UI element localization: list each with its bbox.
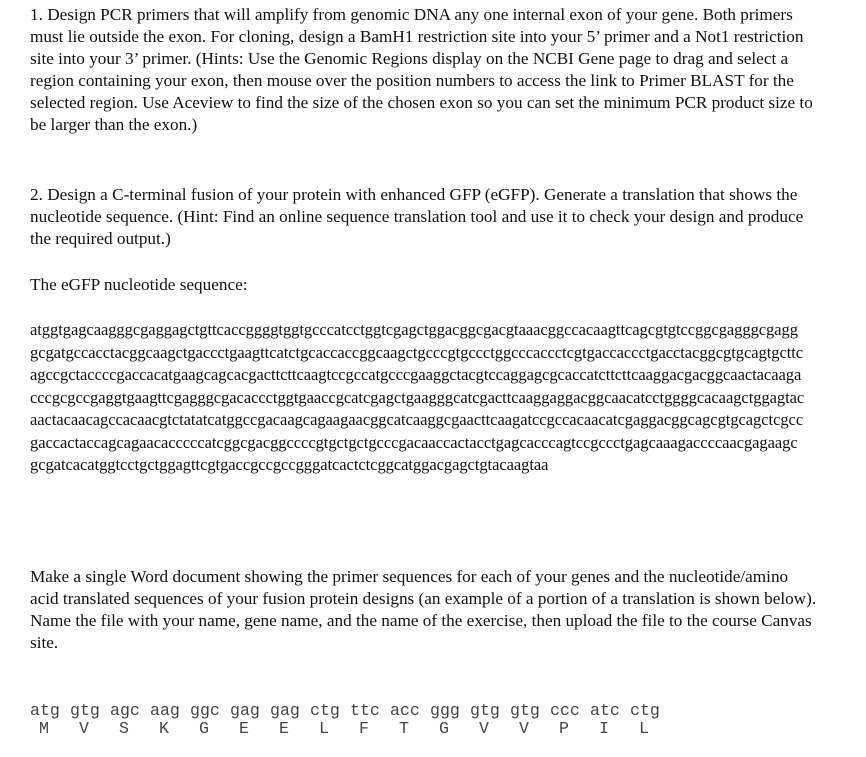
amino-acid-spacer [254, 720, 274, 738]
amino-acid-spacer [374, 720, 394, 738]
amino-acid: V [519, 719, 529, 738]
amino-acid-spacer [334, 720, 354, 738]
sequence-heading: The eGFP nucleotide sequence: [30, 275, 248, 294]
codon: atg [30, 701, 60, 720]
codon: atc [590, 701, 620, 720]
codon: ggg [430, 701, 460, 720]
amino-acid-spacer [614, 720, 634, 738]
amino-acid-spacer [294, 720, 314, 738]
codon: ttc [350, 701, 380, 720]
amino-acid: P [559, 719, 569, 738]
amino-acid-spacer [134, 720, 154, 738]
amino-acid-spacer [534, 720, 554, 738]
question-2: 2. Design a C-terminal fusion of your protein with enhanced GFP (eGFP). Generate a translation that shows the nucleotide sequence. (Hint: Find an online sequence translation tool and use it to check your design and produce the required output.) [30, 185, 804, 248]
codon: agc [110, 701, 140, 720]
question-1: 1. Design PCR primers that will amplify from genomic DNA any one internal exon of your gene. Both primers must lie outside the exon. For cloning, design a BamH1 restriction site into your 5’ primer and a Not1 restriction site into your 3’ primer. (Hints: Use the Genomic Regions display on the NCBI Gene page to drag and select a region containing your exon, then mouse over the position numbers to access the link to Primer BLAST for the selected region. Use Aceview to find the size of the chosen exon so you can set the minimum PCR product size to be larger than the exon.) [30, 5, 813, 134]
amino-acid-spacer [494, 720, 514, 738]
amino-acid: F [359, 719, 369, 738]
codon: ccc [550, 701, 580, 720]
codon: ctg [630, 701, 660, 720]
amino-acid: T [399, 719, 409, 738]
codon-row [30, 702, 670, 720]
amino-acid: L [639, 719, 649, 738]
amino-acid: M [39, 719, 49, 738]
codon: gag [230, 701, 260, 720]
amino-acid-spacer [574, 720, 594, 738]
amino-acid: V [479, 719, 489, 738]
codon: acc [390, 701, 420, 720]
amino-acid: E [279, 719, 289, 738]
amino-acid: G [439, 719, 449, 738]
codon: gtg [70, 701, 100, 720]
amino-acid-spacer [214, 720, 234, 738]
codon: ctg [310, 701, 340, 720]
codon: gtg [510, 701, 540, 720]
amino-acid: L [319, 719, 329, 738]
amino-acid: K [159, 719, 169, 738]
amino-acid-spacer [454, 720, 474, 738]
codon: ggc [190, 701, 220, 720]
amino-acid-spacer [174, 720, 194, 738]
codon: gag [270, 701, 300, 720]
amino-acid: E [239, 719, 249, 738]
translation-example [30, 702, 670, 738]
amino-acid-spacer [414, 720, 434, 738]
amino-acid: I [599, 719, 609, 738]
amino-acid-row [30, 720, 670, 738]
codon: gtg [470, 701, 500, 720]
codon: aag [150, 701, 180, 720]
amino-acid: V [79, 719, 89, 738]
instructions: Make a single Word document showing the primer sequences for each of your genes and the nucleotide/amino acid translated sequences of your fusion protein designs (an example of a portion of a translation is shown below). Name the file with your name, gene name, and the name of the exercise, then upload the file to the course Canvas site. [30, 567, 817, 652]
amino-acid: G [199, 719, 209, 738]
amino-acid-spacer [54, 720, 74, 738]
amino-acid: S [119, 719, 129, 738]
egfp-sequence: atggtgagcaagggcgaggagctgttcaccggggtggtgcccatcctggtcgagctggacggcgacgtaaacggccacaagttcagcgtgtccggcgagggcgagggcgatgccacctacggcaagctgaccctgaagttcatctgcaccaccggcaagctgcccgtgccctggcccaccctcgtgaccaccctgacctacggcgtgcagtgcttcagccgctaccccgaccacatgaagcagcacgacttcttcaagtccgccatgcccgaaggctacgtccaggagcgcaccatcttcttcaaggacgacggcaactacaagacccgcgccgaggtgaagttcgagggcgacaccctggtgaaccgcatcgagctgaagggcatcgacttcaaggaggacggcaacatcctggggcacaagctggagtacaactacaacagccacaacgtctatatcatggccgacaagcagaagaacggcatcaaggcgaacttcaagatccgccacaacatcgaggacggcagcgtgcagctcgccgaccactaccagcagaacacccccatcggcgacggccccgtgctgctgcccgacaaccactacctgagcacccagtccgccctgagcaaagaccccaacgagaagcgcgatcacatggtcctgctggagttcgtgaccgccgccgggatcactctcggcatggacgagctgtacaagtaa [30, 320, 805, 474]
amino-acid-spacer [94, 720, 114, 738]
